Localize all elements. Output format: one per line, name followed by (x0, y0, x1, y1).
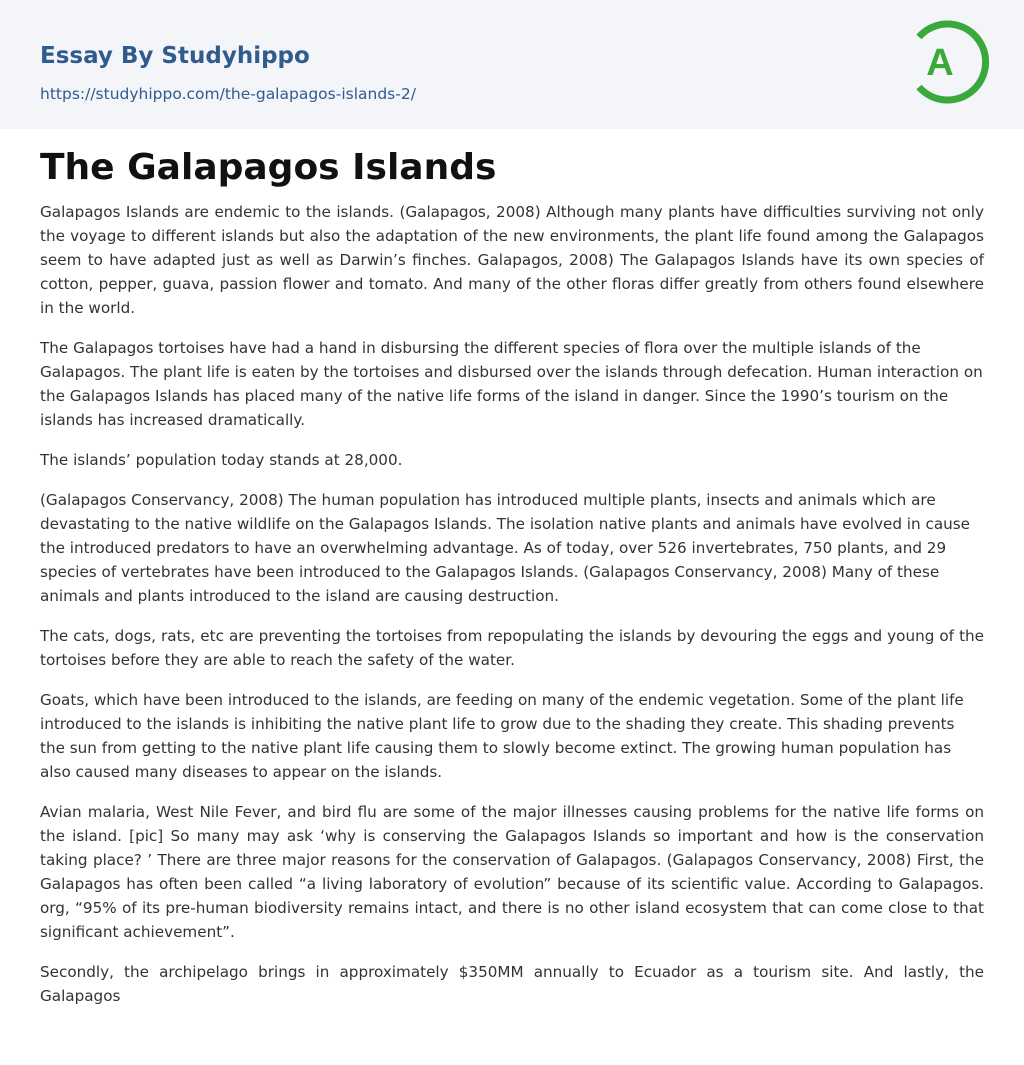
paragraph-6: Goats, which have been introduced to the islands, are feeding on many of the endemic vegetation. Some of the plant life introduced to the islands is inhibiting the native plant life to grow due to the shading they create. This shading prevents the sun from getting to the native plant life causing them to slowly become extinct. The growing human population has also caused many diseases to appear on the islands. (40, 691, 964, 781)
paragraph-2: The Galapagos tortoises have had a hand in disbursing the different species of flora over the multiple islands of the Galapagos. The plant life is eaten by the tortoises and disbursed over the islands through defecation. Human interaction on the Galapagos Islands has placed many of the native life forms of the island in danger. Since the 1990’s tourism on the islands has increased dramatically. (40, 339, 983, 429)
paragraph-7: Avian malaria, West Nile Fever, and bird flu are some of the major illnesses causing problems for the native life forms on the island. [pic] So many may ask ‘why is conserving the Galapagos Islands so important and how is the conservation taking place? ’ There are three major reasons for the conservation of Galapagos. (Galapagos Conservancy, 2008) First, the Galapagos has often been called “a living laboratory of evolution” because of its scientific value. According to Galapagos. org, “95% of its pre-human biodiversity remains intact, and there is no other island ecosystem that can come close to that significant achievement”. (40, 803, 984, 941)
essay-url-link[interactable]: https://studyhippo.com/the-galapagos-islands-2/ (40, 85, 416, 103)
paragraph-1: Galapagos Islands are endemic to the islands. (Galapagos, 2008) Although many plants have difficulties surviving not only the voyage to different islands but also the adaptation of the new environments, the plant life found among the Galapagos seem to have adapted just as well as Darwin’s finches. Galapagos, 2008) The Galapagos Islands have its own species of cotton, pepper, guava, passion flower and tomato. And many of the other floras differ greatly from others found elsewhere in the world. (40, 203, 984, 317)
logo-letter: A (926, 42, 954, 84)
studyhippo-logo-icon[interactable] (904, 18, 990, 106)
paragraph-8: Secondly, the archipelago brings in approximately $350MM annually to Ecuador as a tourism site. And lastly, the Galapagos (40, 963, 984, 1005)
paragraph-5: The cats, dogs, rats, etc are preventing the tortoises from repopulating the islands by devouring the eggs and young of the tortoises before they are able to reach the safety of the water. (40, 627, 984, 669)
essay-body (40, 200, 984, 1024)
paragraph-3: The islands’ population today stands at 28,000. (40, 451, 403, 469)
paragraph-4: (Galapagos Conservancy, 2008) The human population has introduced multiple plants, insects and animals which are devastating to the native wildlife on the Galapagos Islands. The isolation native plants and animals have evolved in cause the introduced predators to have an overwhelming advantage. As of today, over 526 invertebrates, 750 plants, and 29 species of vertebrates have been introduced to the Galapagos Islands. (Galapagos Conservancy, 2008) Many of these animals and plants introduced to the island are causing destruction. (40, 491, 971, 605)
page-title: The Galapagos Islands (40, 147, 497, 188)
brand-title: Essay By Studyhippo (40, 43, 310, 69)
